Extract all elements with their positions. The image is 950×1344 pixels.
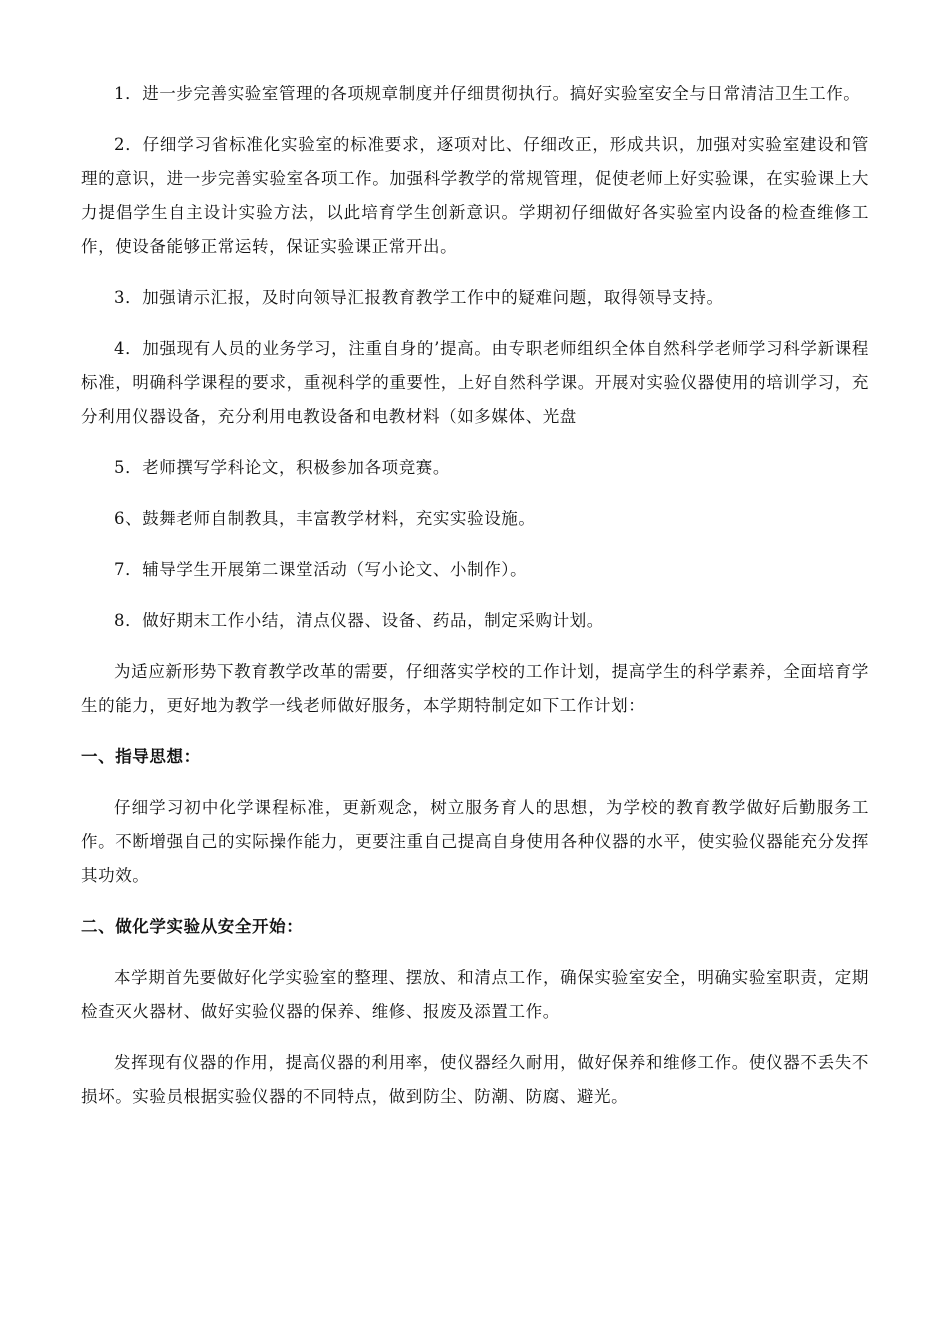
section-heading-safety: 二、做化学实验从安全开始： bbox=[81, 917, 304, 936]
intro-paragraph: 为适应新形势下教育教学改革的需要，仔细落实学校的工作计划，提高学生的科学素养，全面培育学生的能力，更好地为教学一线老师做好服务，本学期特制定如下工作计划： bbox=[81, 662, 869, 715]
section-heading-guiding-thought: 一、指导思想： bbox=[81, 747, 201, 766]
document-page bbox=[81, 77, 869, 1114]
guiding-thought-paragraph: 仔细学习初中化学课程标准，更新观念，树立服务育人的思想，为学校的教育教学做好后勤服务工作。不断增强自己的实际操作能力，更要注重自己提高自身使用各种仪器的水平，使实验仪器能充分发挥其功效。 bbox=[81, 798, 869, 885]
safety-paragraph-1: 本学期首先要做好化学实验室的整理、摆放、和清点工作，确保实验室安全，明确实验室职责，定期检查灭火器材、做好实验仪器的保养、维修、报废及添置工作。 bbox=[81, 968, 869, 1021]
safety-paragraph-2: 发挥现有仪器的作用，提高仪器的利用率，使仪器经久耐用，做好保养和维修工作。使仪器不丢失不损坏。实验员根据实验仪器的不同特点，做到防尘、防潮、防腐、避光。 bbox=[81, 1053, 869, 1106]
list-item-2: 2．仔细学习省标准化实验室的标准要求，逐项对比、仔细改正，形成共识，加强对实验室建设和管理的意识，进一步完善实验室各项工作。加强科学教学的常规管理，促使老师上好实验课，在实验课上大力提倡学生自主设计实验方法，以此培育学生创新意识。学期初仔细做好各实验室内设备的检查维修工作，使设备能够正常运转，保证实验课正常开出。 bbox=[81, 135, 869, 256]
list-item-1: 1．进一步完善实验室管理的各项规章制度并仔细贯彻执行。搞好实验室安全与日常清洁卫生工作。 bbox=[114, 84, 861, 103]
list-item-3: 3．加强请示汇报，及时向领导汇报教育教学工作中的疑难问题，取得领导支持。 bbox=[114, 288, 724, 307]
list-item-8: 8．做好期末工作小结，清点仪器、设备、药品，制定采购计划。 bbox=[114, 611, 604, 630]
list-item-7: 7．辅导学生开展第二课堂活动（写小论文、小制作）。 bbox=[114, 560, 528, 579]
list-item-4: 4．加强现有人员的业务学习，注重自身的’提高。由专职老师组织全体自然科学老师学习科学新课程标准，明确科学课程的要求，重视科学的重要性，上好自然科学课。开展对实验仪器使用的培训学习，充分利用仪器设备，充分利用电教设备和电教材料（如多媒体、光盘 bbox=[81, 339, 869, 426]
list-item-6: 6、鼓舞老师自制教具，丰富教学材料，充实实验设施。 bbox=[114, 509, 536, 528]
list-item-5: 5．老师撰写学科论文，积极参加各项竞赛。 bbox=[114, 458, 450, 477]
